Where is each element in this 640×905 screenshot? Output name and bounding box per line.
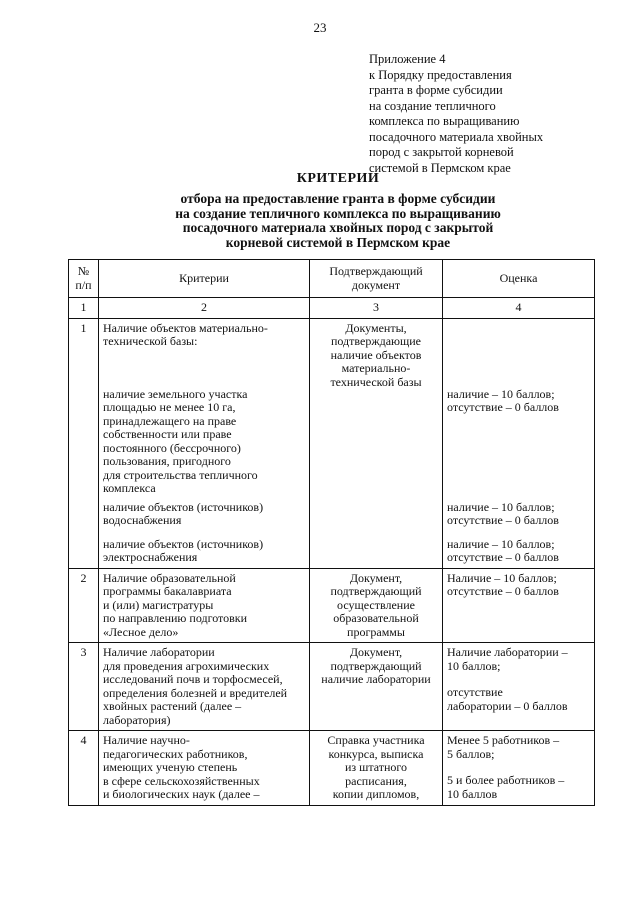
header-criteria: Критерии bbox=[99, 260, 310, 298]
criterion-text: Наличие научно- педагогических работников, имеющих ученую степень в сфере сельскохозяйственных и биологических наук (далее – bbox=[99, 731, 310, 806]
criterion-text: Наличие объектов материально- технической базы: bbox=[103, 320, 268, 348]
document-text: Документ, подтверждающий осуществление образовательной программы bbox=[310, 568, 443, 643]
score-text: Менее 5 работников – 5 баллов; bbox=[447, 733, 560, 761]
column-number: 2 bbox=[99, 298, 310, 319]
column-number: 4 bbox=[443, 298, 595, 319]
column-number: 3 bbox=[310, 298, 443, 319]
score-text: 5 и более работников – 10 баллов bbox=[447, 773, 565, 801]
table-row bbox=[69, 643, 595, 731]
table-header-row bbox=[69, 260, 595, 298]
table-row bbox=[69, 731, 595, 806]
header-score: Оценка bbox=[443, 260, 595, 298]
document-text: Документы, подтверждающие наличие объектов материально- технической базы bbox=[310, 318, 443, 568]
document-text: Документ, подтверждающий наличие лаборатории bbox=[310, 643, 443, 731]
document-text: Справка участника конкурса, выписка из штатного расписания, копии дипломов, bbox=[310, 731, 443, 806]
column-number: 1 bbox=[69, 298, 99, 319]
sub-criterion-text: наличие земельного участка площадью не менее 10 га, принадлежащего на праве собственности или праве постоянного (бессрочного) пользования, пригодного для строительства тепличного комплекса bbox=[103, 386, 258, 495]
table-row bbox=[69, 318, 595, 568]
row-number: 1 bbox=[69, 318, 99, 568]
row-number: 3 bbox=[69, 643, 99, 731]
row-number: 2 bbox=[69, 568, 99, 643]
header-document: Подтверждающий документ bbox=[310, 260, 443, 298]
document-subtitle: отбора на предоставление гранта в форме субсидии на создание тепличного комплекса по выращиванию посадочного материала хвойных пород с закрытой корневой системой в Пермском крае bbox=[175, 191, 501, 250]
score-text: наличие – 10 баллов; отсутствие – 0 баллов bbox=[447, 536, 559, 564]
criteria-table bbox=[68, 259, 595, 806]
score-text: наличие – 10 баллов; отсутствие – 0 баллов bbox=[447, 386, 559, 414]
page-number: 23 bbox=[313, 20, 327, 35]
sub-criterion-text: наличие объектов (источников) водоснабжения bbox=[103, 499, 264, 527]
table-row bbox=[69, 568, 595, 643]
score-text: Наличие лаборатории – 10 баллов; bbox=[447, 645, 568, 673]
criterion-text: Наличие лаборатории для проведения агрохимических исследований почв и торфосмесей, определения болезней и вредителей хвойных растений (далее – лаборатория) bbox=[99, 643, 310, 731]
criterion-text: Наличие образовательной программы бакалавриата и (или) магистратуры по направлению подготовки «Лесное дело» bbox=[99, 568, 310, 643]
column-number-row bbox=[69, 298, 595, 319]
appendix-note: Приложение 4 к Порядку предоставления гранта в форме субсидии на создание тепличного комплекса по выращиванию посадочного материала хвойных пород с закрытой корневой системой в Пермском крае bbox=[369, 52, 544, 175]
document-title: КРИТЕРИИ bbox=[296, 171, 380, 186]
sub-criterion-text: наличие объектов (источников) электроснабжения bbox=[103, 536, 264, 564]
score-text: наличие – 10 баллов; отсутствие – 0 баллов bbox=[447, 499, 559, 527]
header-number: № п/п bbox=[69, 260, 99, 298]
score-text: Наличие – 10 баллов; отсутствие – 0 баллов bbox=[443, 568, 595, 643]
row-number: 4 bbox=[69, 731, 99, 806]
score-text: отсутствие лаборатории – 0 баллов bbox=[447, 685, 568, 713]
